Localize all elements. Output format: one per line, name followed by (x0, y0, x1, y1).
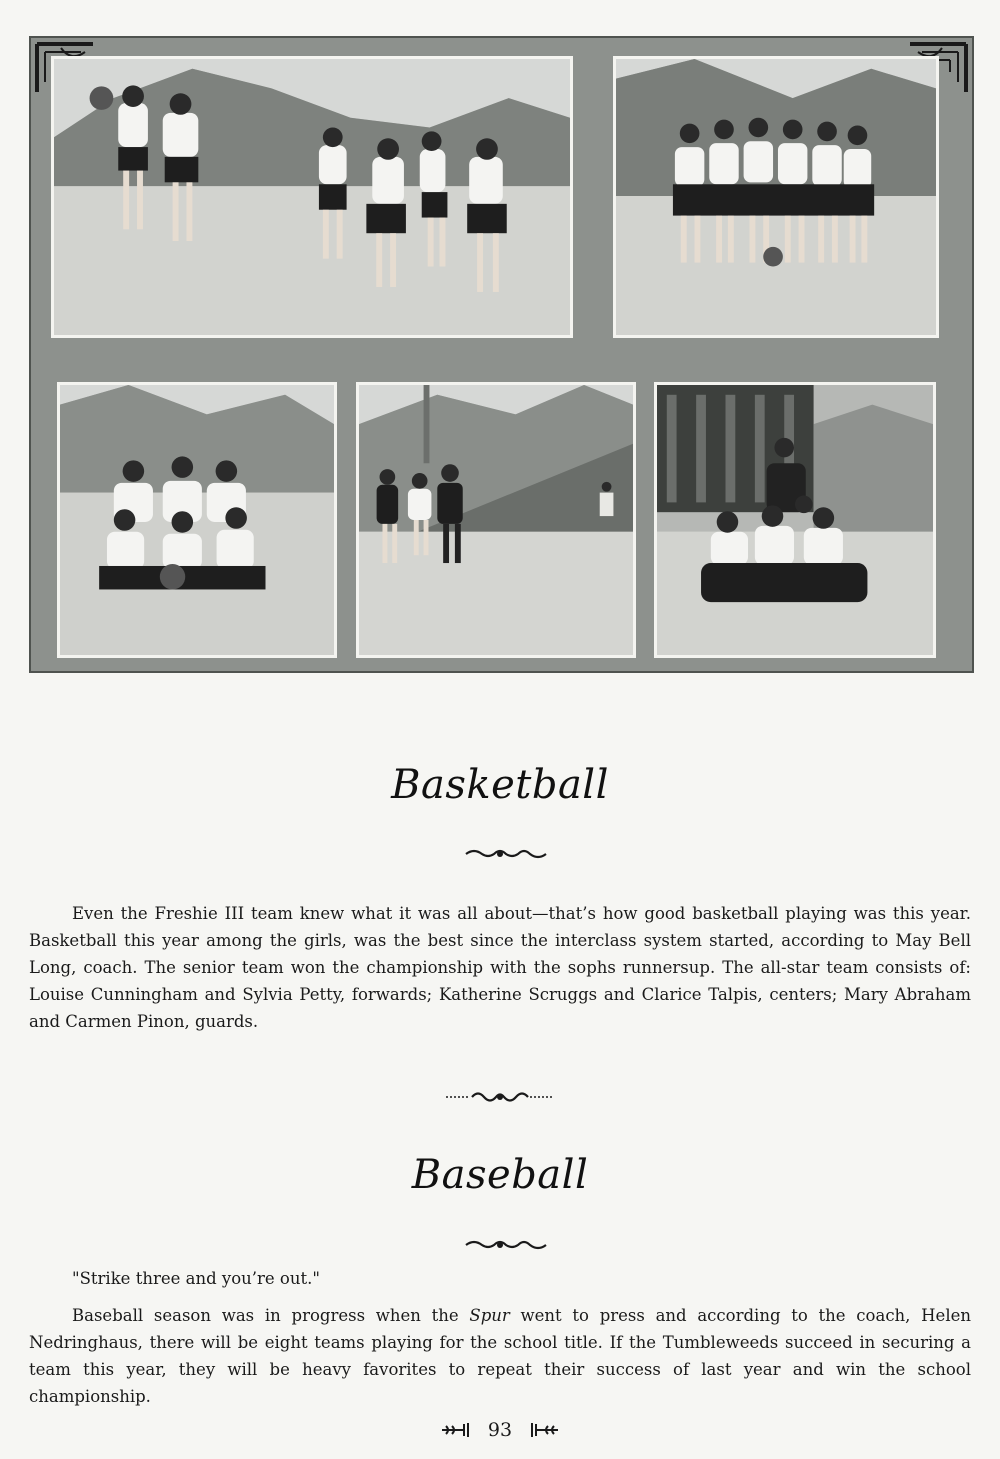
photo-team-lineup (613, 56, 939, 338)
ornament-divider-icon (0, 1087, 1000, 1107)
folio-ornament-left-icon (440, 1420, 474, 1440)
page-number: 93 (487, 1419, 513, 1441)
folio-ornament-right-icon (526, 1420, 560, 1440)
photo-board (29, 36, 974, 673)
baseball-paragraph (29, 1302, 971, 1410)
basketball-paragraph: Even the Freshie III team knew what it was all about—that’s how good basketball playing was this year. Basketball this year among the girls, was the best since the interclass system started, according to May Bell Long, coach. The senior team won the championship with the sophs runnersup. The all-star team consists of: Louise Cunningham and Sylvia Petty, forwards; Katherine Scruggs and Clarice Talpis, centers; Mary Abraham and Carmen Pinon, guards. (29, 904, 971, 1031)
baseball-text-after: went to press and according to the coach, Helen Nedringhaus, there will be eight teams playing for the school title. If the Tumbleweeds succeed in securing a team this year, they will be heavy favorites to repeat their success of last year and win the school championship. (29, 1306, 971, 1406)
photo-outdoor-play (356, 382, 636, 658)
photo-basketball-game (51, 56, 573, 338)
page-number-block (0, 1418, 1000, 1446)
photo-seated-team (57, 382, 337, 658)
photo-group-building (654, 382, 936, 658)
ornament-divider-icon (0, 844, 1000, 864)
ornament-divider-icon (0, 1235, 1000, 1255)
baseball-quote: "Strike three and you’re out." (72, 1269, 320, 1288)
heading-baseball: Baseball (411, 1152, 589, 1198)
baseball-text-before: Baseball season was in progress when the (72, 1306, 470, 1325)
heading-basketball: Basketball (391, 762, 609, 808)
spur-title: Spur (469, 1306, 510, 1325)
